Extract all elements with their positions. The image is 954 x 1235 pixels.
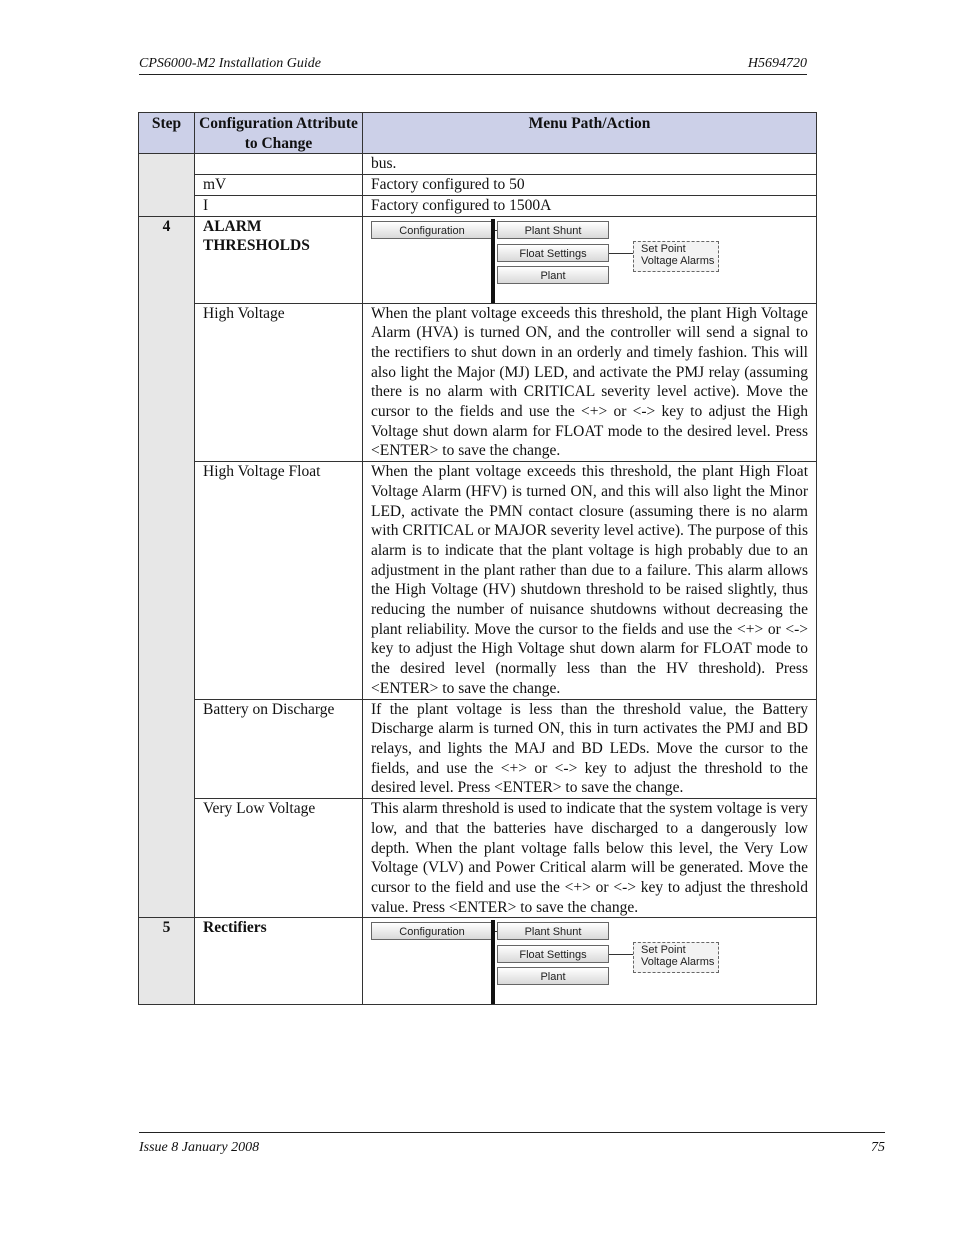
table-row [139,799,817,918]
menu-tree-trunk [491,920,495,1004]
action-cell: Factory configured to 50 [363,175,817,196]
page-number: 75 [871,1140,885,1155]
menu-box-set-point-voltage-alarms [633,942,719,973]
menu-path-diagram [371,920,731,1004]
menu-path-diagram [371,219,731,303]
menu-box-configuration: Configuration [371,922,493,940]
step-cell-continued [139,154,195,216]
connector-line [609,954,633,955]
menu-box-plant-shunt: Plant Shunt [497,221,609,239]
table-row-step-5 [139,918,817,1005]
connector-line [609,253,633,254]
menu-path-diagram-cell [363,918,817,1005]
menu-tree-trunk [491,219,495,303]
table-row [139,154,817,175]
menu-box-set-point-voltage-alarms [633,241,719,272]
step-title-alarm-thresholds: ALARM THRESHOLDS [195,216,363,303]
document-title: CPS6000-M2 Installation Guide [139,56,321,71]
document-number: H5694720 [747,56,807,71]
submenu-label-line2: Voltage Alarms [641,254,715,267]
table-row [139,699,817,799]
menu-box-plant: Plant [497,967,609,985]
attribute-cell: Very Low Voltage [195,799,363,918]
configuration-table [138,112,817,1005]
menu-box-plant: Plant [497,266,609,284]
table-row [139,462,817,699]
submenu-label-line1: Set Point [641,242,686,255]
col-header-attribute: Configuration Attribute to Change [195,113,363,154]
table-row [139,175,817,196]
page-header [139,56,807,75]
menu-box-float-settings: Float Settings [497,244,609,262]
menu-box-float-settings: Float Settings [497,945,609,963]
col-header-action: Menu Path/Action [363,113,817,154]
menu-box-plant-shunt: Plant Shunt [497,922,609,940]
action-cell: If the plant voltage is less than the threshold value, the Battery Discharge alarm is turned ON, this in turn activates the PMJ and BD relays, and lights the MAJ and BD LEDs. Move the cursor to the fields, and use the <+> or <-> key to adjust the threshold to the desired level. Press <ENTER> to save the change. [363,699,817,799]
attribute-cell [195,154,363,175]
action-cell: This alarm threshold is used to indicate that the system voltage is very low, and that the batteries have discharged to a dangerously low depth. When the plant voltage falls below this level, the Very Low Voltage (VLV) and Power Critical alarm will be generated. Move the cursor to the field and use the <+> or <-> key to adjust the threshold value. Press <ENTER> to save the change. [363,799,817,918]
attribute-cell: High Voltage Float [195,462,363,699]
attribute-cell: mV [195,175,363,196]
step-number-5: 5 [139,918,195,1005]
table-row-step-4 [139,216,817,303]
action-cell: bus. [363,154,817,175]
menu-box-configuration: Configuration [371,221,493,239]
step-title-rectifiers: Rectifiers [195,918,363,1005]
attribute-cell: Battery on Discharge [195,699,363,799]
action-cell: Factory configured to 1500A [363,195,817,216]
table-header-row [139,113,817,154]
action-cell: When the plant voltage exceeds this threshold, the plant High Float Voltage Alarm (HFV) is turned ON, and this will also light the Minor LED, activate the PMN contact closure (assuming there is no alarm with CRITICAL or MAJOR severity level active). The purpose of this alarm is to indicate that the plant voltage is high probably due to an adjustment in the plant rather than due to a failure. This alarm allows the High Voltage (HV) shutdown threshold to be raised slightly, thus reducing the number of nuisance shutdowns without decreasing the plant reliability. Move the cursor to the fields and use the <+> or <-> key to adjust the High Voltage shut down alarm for FLOAT mode to the desired level (normally less than the HV threshold). Press <ENTER> to save the change. [363,462,817,699]
menu-path-diagram-cell [363,216,817,303]
table-row [139,303,817,462]
attribute-cell: High Voltage [195,303,363,462]
page-footer [139,1132,885,1157]
submenu-label-line2: Voltage Alarms [641,956,715,969]
col-header-step: Step [139,113,195,154]
step-number-4: 4 [139,216,195,918]
action-cell: When the plant voltage exceeds this threshold, the plant High Voltage Alarm (HVA) is turned ON, and the controller will send a signal to the rectifiers to shut down in an orderly and timely fashion. This will also light the Major (MJ) LED, and activate the PMJ relay (assuming there is no alarm with CRITICAL severity level active). Move the cursor to the fields and use the <+> or <-> key to adjust the High Voltage shut down alarm for FLOAT mode to the desired level. Press <ENTER> to save the change. [363,303,817,462]
submenu-label-line1: Set Point [641,944,686,957]
attribute-cell: I [195,195,363,216]
table-row [139,195,817,216]
issue-date: Issue 8 January 2008 [139,1140,260,1155]
